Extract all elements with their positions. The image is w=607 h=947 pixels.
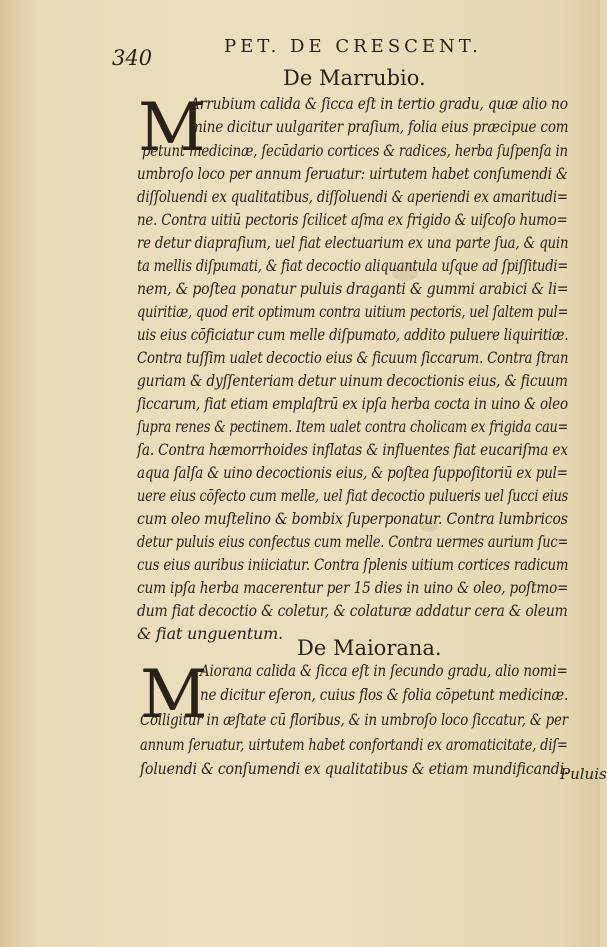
text-line: re detur diapraſium, uel fiat electuarium ex una parte ſua, & quin [137, 233, 569, 252]
text-line: & fiat unguentum. [137, 624, 283, 643]
text-line: uere eius cōfecto cum melle, uel fiat decoctio pulueris uel ſucci eius [137, 486, 569, 505]
text-line: diſſoluendi ex qualitatibus, diſſoluendi & aperiendi ex amaritudi= [137, 187, 568, 206]
text-line: Colligitur in æſtate cū floribus, & in umbroſo loco ſiccatur, & per [140, 710, 568, 729]
text-line: petunt medicinæ, ſecūdario cortices & radices, herba ſuſpenſa in [142, 141, 568, 160]
text-line: Aiorana calida & ſicca eſt in ſecundo gradu, alio nomi= [200, 661, 568, 680]
text-line: annum ſeruatur, uirtutem habet confortandi ex aromaticitate, diſ= [140, 735, 568, 754]
text-line: ſa. Contra hæmorrhoides inflatas & influentes fiat eucariſma ex [137, 440, 568, 459]
text-line: cus eius auribus iniiciatur. Contra ſplenis uitium cortices radicum [137, 555, 569, 574]
text-line: aqua ſalſa & uino decoctionis eius, & poſtea ſuppoſitoriū ex pul= [137, 463, 568, 482]
text-line: detur puluis eius confectus cum melle. Contra uermes aurium ſuc= [137, 532, 569, 551]
text-line: mine dicitur uulgariter praſium, folia eius præcipue com [190, 117, 569, 136]
text-line: ſupra renes & pectinem. Item ualet contra cholicam ex frigida cau= [137, 417, 569, 436]
text-line: cum ipſa herba macerentur per 15 dies in uino & oleo, poſtmo= [137, 578, 569, 597]
drop-initial-m: M [140, 656, 208, 733]
text-line: ſoluendi & conſumendi ex qualitatibus & etiam mundificandi. [140, 759, 569, 778]
text-line: Contra tuſſim ualet decoctio eius & ficuum ſiccarum. Contra ſtran [137, 348, 569, 367]
text-line: ta mellis diſpumati, & fiat decoctio aliquantula uſque ad ſpiſſitudi= [137, 256, 569, 275]
text-line: nem, & poſtea ponatur puluis draganti & gummi arabici & li= [137, 279, 569, 298]
section-title-marrubio: De Marrubio. [283, 66, 426, 90]
text-line: ne dicitur eſeron, cuius flos & folia cōpetunt medicinæ. [200, 685, 569, 704]
text-line: ſiccarum, fiat etiam emplaſtrū ex ipſa herba cocta in uino & oleo [137, 394, 568, 413]
text-line: ne. Contra uitiū pectoris ſcilicet aſma ex frigido & uiſcoſo humo= [137, 210, 568, 229]
running-title: PET. DE CRESCENT. [224, 36, 482, 57]
text-line: uis eius cōficiatur cum melle diſpumato, addito puluere liquiritiæ. [137, 325, 569, 344]
text-line: umbroſo loco per annum ſeruatur: uirtutem habet conſumendi & [137, 164, 568, 183]
catchword: Puluis [560, 765, 607, 783]
text-line: quiritiæ, quod erit optimum contra uitium pectoris, uel ſaltem pul= [137, 302, 569, 321]
text-line: cum oleo muſtelino & bombix ſuperponatur. Contra lumbricos [137, 509, 568, 528]
text-line: guriam & dyſſenteriam detur uinum decoctionis eius, & ficuum [137, 371, 568, 390]
drop-initial-m: M [138, 89, 206, 166]
page-number: 340 [112, 46, 153, 70]
section-title-maiorana: De Maiorana. [297, 636, 442, 660]
text-line: Arrubium calida & ſicca eſt in tertio gradu, quæ alio no [190, 94, 568, 113]
text-line: dum fiat decoctio & coletur, & colaturæ addatur cera & oleum [137, 601, 568, 620]
